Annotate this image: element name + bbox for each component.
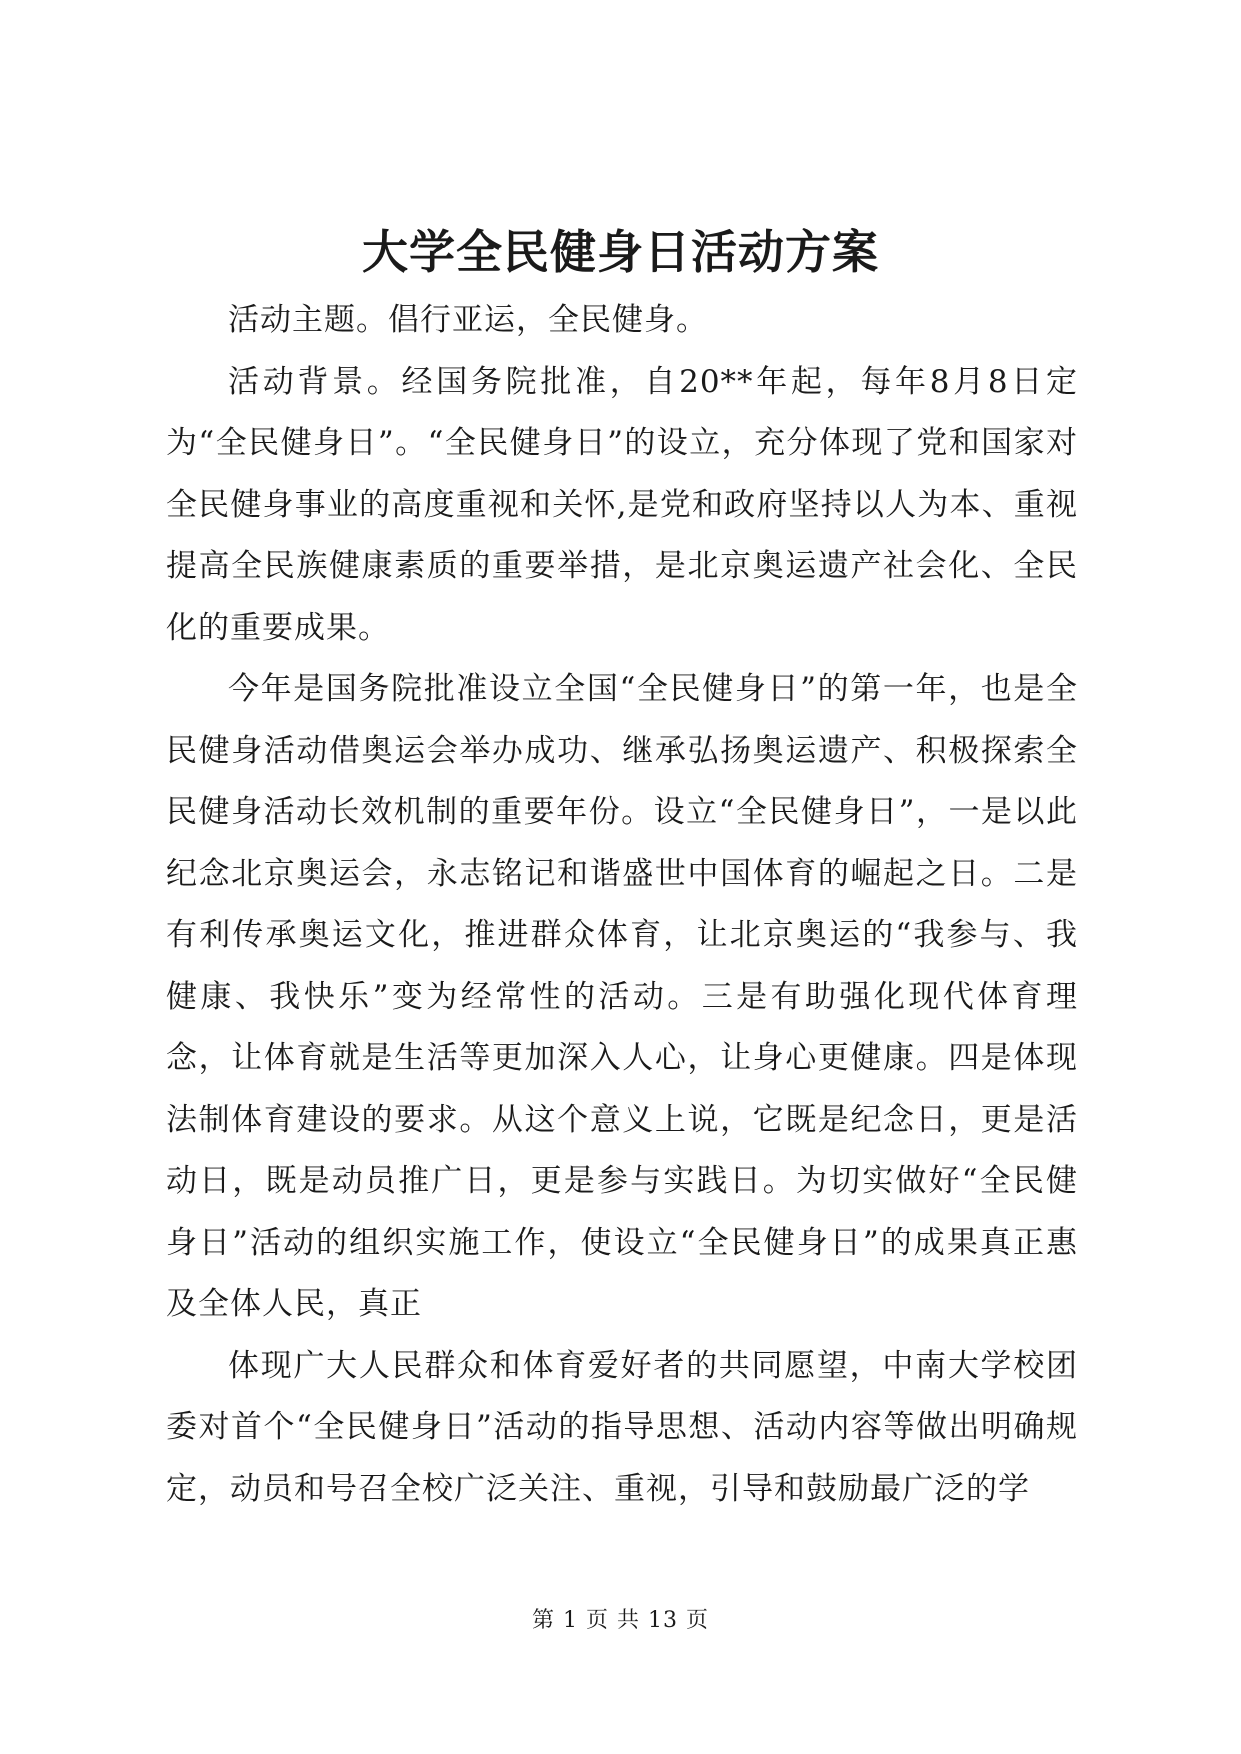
paragraph-significance: 今年是国务院批准设立全国“全民健身日”的第一年，也是全民健身活动借奥运会举办成功、继承弘扬奥运遗产、积极探索全民健身活动长效机制的重要年份。设立“全民健身日”，一是以此纪念北京奥运会，永志铭记和谐盛世中国体育的崛起之日。二是有利传承奥运文化，推进群众体育，让北京奥运的“我参与、我健康、我快乐”变为经常性的活动。三是有助强化现代体育理念，让体育就是生活等更加深入人心，让身心更健康。四是体现法制体育建设的要求。从这个意义上说，它既是纪念日，更是活动日，既是动员推广日，更是参与实践日。为切实做好“全民健身日”活动的组织实施工作，使设立“全民健身日”的成果真正惠及全体人民，真正 bbox=[166, 671, 1078, 1322]
document-title: 大学全民健身日活动方案 bbox=[362, 225, 879, 279]
page-number-footer: 第 1 页 共 13 页 bbox=[532, 1608, 709, 1633]
paragraph-theme: 活动主题。倡行亚运，全民健身。 bbox=[228, 302, 708, 338]
paragraph-guidance: 体现广大人民群众和体育爱好者的共同愿望，中南大学校团委对首个“全民健身日”活动的指导思想、活动内容等做出明确规定，动员和号召全校广泛关注、重视，引导和鼓励最广泛的学 bbox=[166, 1347, 1078, 1507]
paragraph-background: 活动背景。经国务院批准，自20**年起，每年8月8日定为“全民健身日”。“全民健身日”的设立，充分体现了党和国家对全民健身事业的高度重视和关怀,是党和政府坚持以人为本、重视提高全民族健康素质的重要举措，是北京奥运遗产社会化、全民化的重要成果。 bbox=[166, 363, 1078, 646]
document-body bbox=[166, 290, 1078, 1520]
